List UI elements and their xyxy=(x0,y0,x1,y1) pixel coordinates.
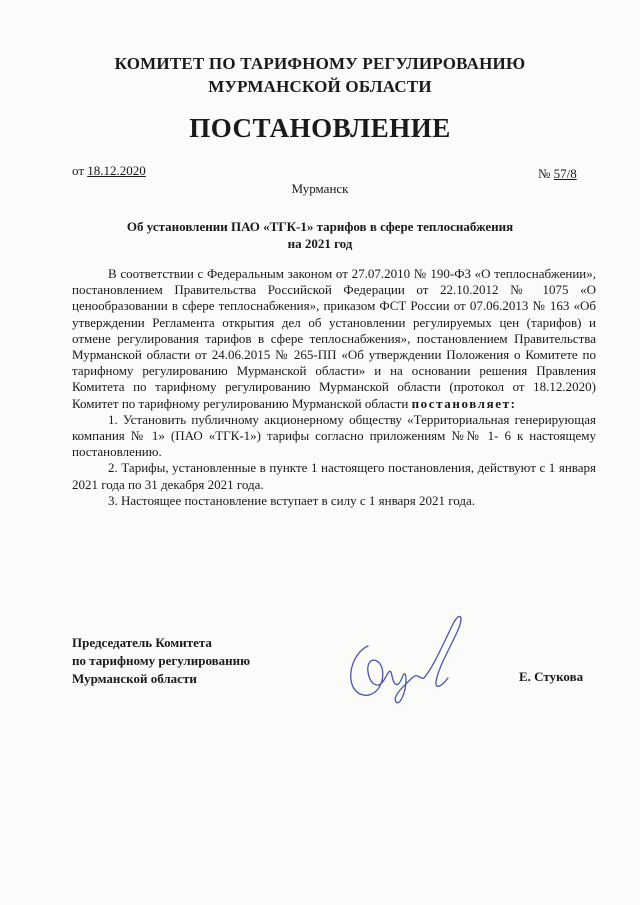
document-number xyxy=(538,166,577,182)
subject-line2: на 2021 год xyxy=(287,236,353,251)
item-2: 2. Тарифы, установленные в пункте 1 настоящего постановления, действуют с 1 января 2021 года по 31 декабря 2021 года. xyxy=(72,460,596,492)
signatory-title-line2: по тарифному регулированию xyxy=(72,653,251,668)
item-3: 3. Настоящее постановление вступает в силу с 1 января 2021 года. xyxy=(108,492,476,508)
signatory-title xyxy=(72,634,250,688)
date-prefix: от xyxy=(72,163,85,178)
org-name-line2: МУРМАНСКОЙ ОБЛАСТИ xyxy=(208,77,432,96)
document-city: Мурманск xyxy=(291,181,349,196)
signatory-title-line3: Мурманской области xyxy=(72,671,197,686)
resolves-word: постановляет: xyxy=(411,395,517,411)
signatory-name: Е. Стукова xyxy=(519,669,584,684)
item-1: 1. Установить публичному акционерному обществу «Территориальная генерирующая компания № 1» (ПАО «ТГК-1») тарифы согласно приложениям №№ 1- 6 к настоящему постановлению. xyxy=(72,411,596,460)
subject-line1: Об установлении ПАО «ТГК-1» тарифов в сфере теплоснабжения xyxy=(126,219,514,234)
date-value: 18.12.2020 xyxy=(87,163,146,178)
signatory-title-line1: Председатель Комитета xyxy=(72,635,212,650)
number-prefix: № xyxy=(538,166,551,181)
number-value: 57/8 xyxy=(553,166,577,181)
handwritten-signature xyxy=(338,606,478,716)
preamble-text: В соответствии с Федеральным законом от 27.07.2010 № 190-ФЗ «О теплоснабжении», постановлением Правительства Российской Федерации от 22.10.2012 № 1075 «О ценообразовании в сфере теплоснабжения», приказом ФСТ России от 07.06.2013 № 163 «Об утверждении Регламента открытия дел об установлении регулируемых цен (тарифов) и отмене регулирования тарифов в сфере теплоснабжения», постановлением Правительства Мурманской области от 24.06.2015 № 265-ПП «Об утверждении Положения о Комитете по тарифному регулированию Мурманской области» и на основании решения Правления Комитета по тарифному регулированию Мурманской области (протокол от 18.12.2020) Комитет по тарифному регулированию Мурманской области xyxy=(72,266,596,411)
document-type-title: ПОСТАНОВЛЕНИЕ xyxy=(189,113,451,143)
document-date xyxy=(72,163,146,179)
preamble-paragraph xyxy=(72,266,596,412)
org-name-line1: КОМИТЕТ ПО ТАРИФНОМУ РЕГУЛИРОВАНИЮ xyxy=(114,54,526,73)
document-body xyxy=(72,266,596,509)
